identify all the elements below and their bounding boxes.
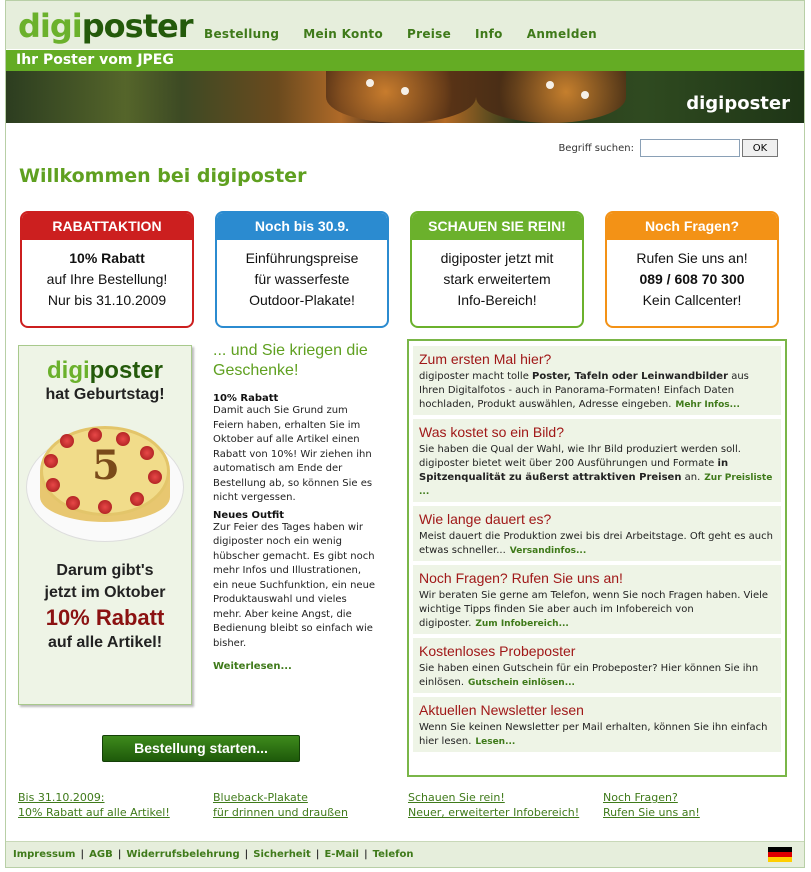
middle-text-rabatt: Damit auch Sie Grund zum Feiern haben, erhalten Sie im Oktober auf alle Artikel einen Rabatt von 10%! Wir ziehen ihn automatisch am Ende der Bestellung ab, so können Sie es nicht vergessen.	[213, 405, 373, 503]
german-flag-icon[interactable]	[768, 847, 792, 862]
info-item-kosten	[413, 419, 781, 502]
info-text-bold: Poster, Tafeln oder Leinwandbilder	[532, 371, 729, 382]
promo-line3: Info-Bereich!	[457, 292, 537, 308]
cake-image	[26, 412, 184, 542]
info-link-versandinfos[interactable]: Versandinfos...	[509, 546, 587, 556]
search-button[interactable]: OK	[742, 139, 778, 157]
promo-line3: Kein Callcenter!	[642, 292, 742, 308]
promo-outdoor[interactable]	[215, 211, 389, 328]
logo-part1: digi	[18, 7, 82, 45]
cake-rose	[130, 492, 144, 506]
cake-rose	[98, 500, 112, 514]
teaser-link-info	[408, 790, 579, 820]
info-text: Sie haben einen Gutschein für ein Probeposter? Hier können Sie ihn einlösen.	[419, 663, 759, 688]
teaser-link-line1[interactable]: Blueback-Plakate	[213, 791, 308, 804]
promo-line2: für wasserfeste	[254, 271, 350, 287]
birthday-logo-part1: digi	[46, 357, 90, 384]
info-text: digiposter macht tolle	[419, 371, 533, 382]
middle-heading: ... und Sie kriegen die Geschenke!	[213, 342, 368, 379]
promo-line1: 10% Rabatt	[69, 250, 145, 266]
promo-line1: digiposter jetzt mit	[440, 250, 554, 266]
footer-link-widerruf[interactable]: Widerrufsbelehrung	[126, 849, 240, 860]
promo-line2: stark erweitertem	[443, 271, 551, 287]
footer-link-impressum[interactable]: Impressum	[13, 849, 76, 860]
info-box	[407, 339, 787, 777]
info-item-title[interactable]: Zum ersten Mal hier?	[419, 351, 552, 367]
info-item-title[interactable]: Wie lange dauert es?	[419, 511, 552, 527]
nav-mein-konto[interactable]: Mein Konto	[303, 27, 383, 41]
cake-rose	[66, 496, 80, 510]
teaser-link-line2[interactable]: für drinnen und draußen	[213, 806, 348, 819]
promo-info[interactable]	[410, 211, 584, 328]
teaser-link-line1[interactable]: Noch Fragen?	[603, 791, 678, 804]
teaser-link-blueback	[213, 790, 348, 820]
info-text: Wenn Sie keinen Newsletter per Mail erhalten, können Sie ihn einfach hier lesen.	[419, 722, 768, 747]
butterfly-wing-right	[476, 71, 626, 123]
footer	[6, 841, 804, 867]
butterfly-wing-left	[326, 71, 476, 123]
info-item-erstes-mal	[413, 346, 781, 415]
page-title: Willkommen bei digiposter	[19, 165, 307, 187]
teaser-link-line1[interactable]: Bis 31.10.2009:	[18, 791, 105, 804]
logo-part2: poster	[81, 7, 193, 45]
butterfly-spot	[581, 91, 589, 99]
info-link-infobereich[interactable]: Zum Infobereich...	[475, 619, 569, 629]
footer-separator: |	[364, 849, 368, 860]
info-item-dauer	[413, 506, 781, 561]
birthday-logo-part2: poster	[89, 357, 163, 384]
nav-bestellung[interactable]: Bestellung	[204, 27, 280, 41]
promo-title: Noch bis 30.9.	[217, 213, 387, 240]
info-item-title[interactable]: Was kostet so ein Bild?	[419, 424, 564, 440]
promo-title: SCHAUEN SIE REIN!	[412, 213, 582, 240]
teaser-link-fragen	[603, 790, 700, 820]
info-text: Meist dauert die Produktion zwei bis drei Arbeitstage. Oft geht es auch etwas schneller...	[419, 531, 773, 556]
promo-line3: Outdoor-Plakate!	[249, 292, 355, 308]
teaser-link-line2[interactable]: 10% Rabatt auf alle Artikel!	[18, 806, 170, 819]
info-text-bold: in Spitzenqualität zu äußerst attraktiven Preisen	[419, 458, 729, 483]
teaser-link-rabatt	[18, 790, 170, 820]
footer-link-email[interactable]: E-Mail	[324, 849, 359, 860]
info-item-title[interactable]: Aktuellen Newsletter lesen	[419, 702, 584, 718]
promo-title: Noch Fragen?	[607, 213, 777, 240]
birthday-line2: jetzt im Oktober	[44, 584, 166, 601]
cake-rose	[148, 470, 162, 484]
promo-line2: auf Ihre Bestellung!	[46, 271, 168, 287]
promo-fragen[interactable]	[605, 211, 779, 328]
birthday-line3: auf alle Artikel!	[47, 634, 163, 651]
middle-subheading-rabatt: 10% Rabatt	[213, 393, 279, 404]
header	[6, 1, 804, 49]
footer-link-sicherheit[interactable]: Sicherheit	[253, 849, 311, 860]
info-text: an.	[681, 472, 701, 483]
cake-rose	[60, 434, 74, 448]
info-link-preisliste[interactable]: Zur Preisliste ...	[419, 473, 773, 497]
footer-link-agb[interactable]: AGB	[89, 849, 113, 860]
tagline: Ihr Poster vom JPEG	[6, 50, 804, 71]
cake-rose	[46, 478, 60, 492]
footer-separator: |	[244, 849, 249, 860]
butterfly-spot	[366, 79, 374, 87]
footer-separator: |	[80, 849, 85, 860]
teaser-link-line2[interactable]: Rufen Sie uns an!	[603, 806, 700, 819]
birthday-line1: Darum gibt's	[56, 562, 154, 579]
birthday-title: hat Geburtstag!	[45, 386, 165, 403]
butterfly-spot	[546, 81, 554, 89]
birthday-panel[interactable]	[18, 345, 192, 705]
middle-text-outfit: Zur Feier des Tages haben wir digiposter noch ein wenig hübscher gemacht. Es gibt noch mehr Infos und Illustrationen, ein neue Suchfunktion, ein neue Produktauswahl und vieles mehr. Aber keine Angst, die Bedienung bleibt so einfach wie bisher.	[213, 521, 376, 649]
banner-brand: digiposter	[686, 93, 790, 114]
search-label: Begriff suchen:	[558, 142, 634, 154]
info-link-lesen[interactable]: Lesen...	[475, 737, 516, 747]
birthday-rabatt: 10% Rabatt	[45, 605, 165, 630]
weiterlesen-link[interactable]: Weiterlesen...	[213, 661, 292, 672]
teaser-link-line1[interactable]: Schauen Sie rein!	[408, 791, 505, 804]
footer-separator: |	[117, 849, 122, 860]
info-item-probeposter	[413, 638, 781, 693]
search-bar	[558, 139, 778, 157]
info-item-newsletter	[413, 697, 781, 752]
cake-number: 5	[92, 442, 120, 489]
promo-rabattaktion[interactable]	[20, 211, 194, 328]
promo-title: RABATTAKTION	[22, 213, 192, 240]
search-input[interactable]	[640, 139, 740, 157]
promo-line2: 089 / 608 70 300	[639, 271, 745, 287]
promo-line3: Nur bis 31.10.2009	[47, 292, 167, 308]
cake-rose	[140, 446, 154, 460]
flag-stripe	[768, 857, 792, 862]
info-item-title[interactable]: Kostenloses Probeposter	[419, 643, 576, 659]
logo[interactable]	[18, 9, 192, 43]
birthday-logo	[19, 358, 191, 384]
info-link-gutschein[interactable]: Gutschein einlösen...	[468, 678, 575, 688]
teaser-link-line2[interactable]: Neuer, erweiterter Infobereich!	[408, 806, 580, 819]
cake-rose	[44, 454, 58, 468]
info-text: Sie haben die Qual der Wahl, wie Ihr Bild produziert werden soll. digiposter bietet weit über 200 Ausführungen und Formate	[419, 444, 741, 469]
butterfly-spot	[401, 87, 409, 95]
promo-line1: Rufen Sie uns an!	[636, 250, 748, 266]
info-item-title[interactable]: Noch Fragen? Rufen Sie uns an!	[419, 570, 623, 586]
info-item-fragen	[413, 565, 781, 634]
banner-image	[6, 71, 804, 123]
info-link-mehr-infos[interactable]: Mehr Infos...	[675, 400, 740, 410]
info-text: aus Ihren Digitalfotos - auch in Panorama-Formaten! Einfach Daten hochladen, Produkt auswählen, Adresse eingeben.	[419, 371, 749, 410]
info-text: Wir beraten Sie gerne am Telefon, wenn Sie noch Fragen haben. Viele wichtige Tipps finden Sie aber auch im Infobereich von digiposter.	[419, 590, 769, 629]
promo-line1: Einführungspreise	[245, 250, 359, 266]
page-frame	[5, 0, 805, 868]
footer-separator: |	[315, 849, 320, 860]
nav-anmelden[interactable]: Anmelden	[526, 27, 597, 41]
nav-preise[interactable]: Preise	[407, 27, 452, 41]
nav-info[interactable]: Info	[475, 27, 503, 41]
main-nav	[204, 27, 621, 41]
footer-links	[13, 849, 413, 860]
cake-rose	[88, 428, 102, 442]
order-start-button[interactable]: Bestellung starten...	[102, 735, 300, 762]
birthday-text-column	[213, 341, 378, 672]
footer-link-telefon[interactable]: Telefon	[372, 849, 414, 860]
middle-subheading-outfit: Neues Outfit	[213, 509, 285, 521]
